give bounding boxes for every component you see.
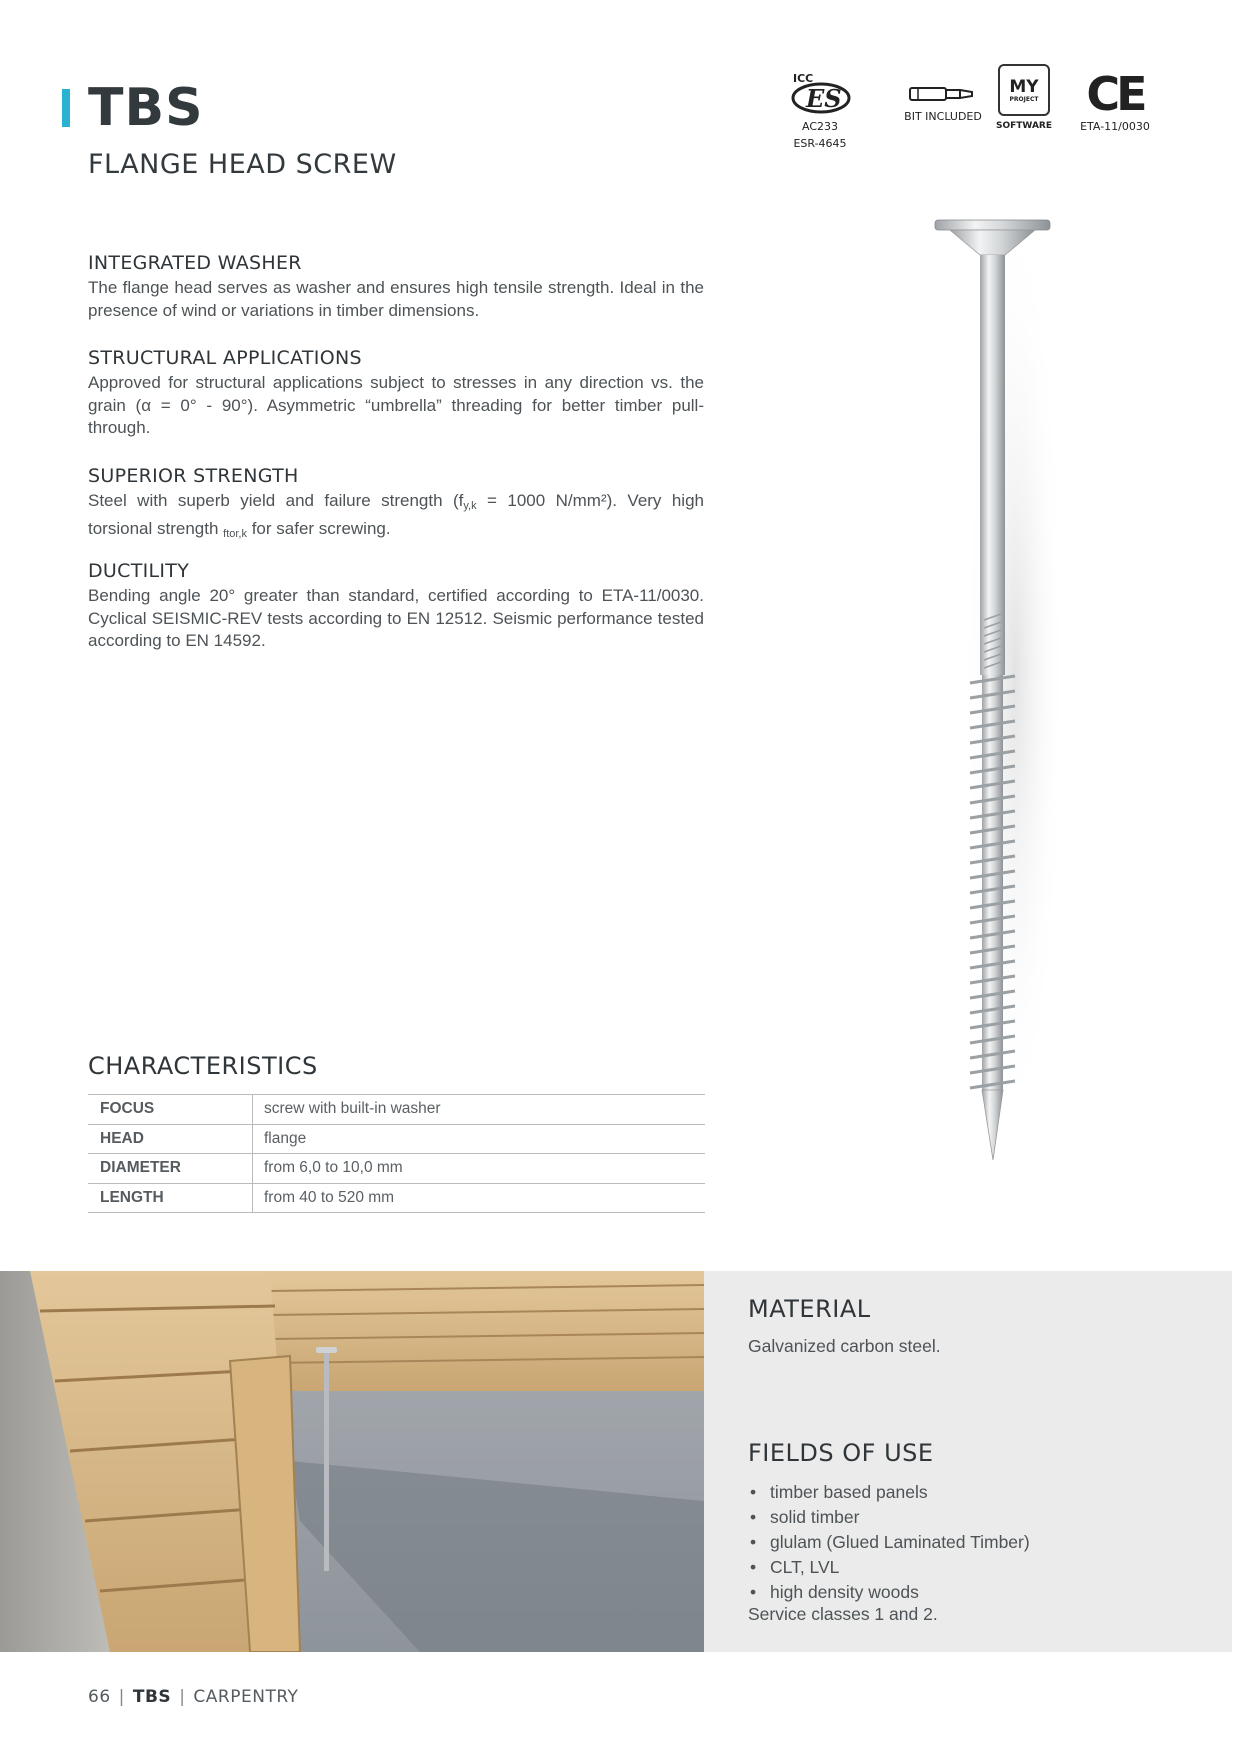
project-mark-text: PROJECT [1009, 95, 1039, 103]
feature-title: INTEGRATED WASHER [88, 252, 302, 274]
list-item: • timber based panels [748, 1480, 1030, 1505]
page-subtitle: FLANGE HEAD SCREW [88, 149, 397, 180]
feature-superior-strength [88, 465, 704, 545]
service-classes-note: Service classes 1 and 2. [748, 1604, 938, 1624]
application-photo [0, 1271, 704, 1652]
page-number: 66 [88, 1687, 111, 1707]
feature-title: SUPERIOR STRENGTH [88, 465, 299, 487]
footer-section: CARPENTRY [193, 1687, 299, 1707]
title-accent-bar [62, 89, 70, 127]
icc-caption-2: ESR-4645 [793, 137, 847, 150]
characteristics-table [88, 1094, 705, 1213]
fields-of-use-list [748, 1480, 1030, 1605]
row-value: screw with built-in washer [253, 1095, 706, 1125]
my-mark-text: MY [1009, 76, 1039, 97]
page-footer [88, 1687, 298, 1707]
ce-mark-icon: CE [1086, 67, 1144, 121]
ce-caption: ETA-11/0030 [1080, 120, 1150, 133]
feature-ductility [88, 560, 704, 653]
list-item: • high density woods [748, 1580, 1030, 1605]
list-item: • glulam (Glued Laminated Timber) [748, 1530, 1030, 1555]
characteristics-title: CHARACTERISTICS [88, 1052, 318, 1080]
icc-mark-text: ICC [793, 72, 814, 85]
table-row [88, 1095, 705, 1125]
software-caption: SOFTWARE [996, 121, 1052, 131]
ce-badge [1070, 67, 1160, 133]
list-item: • CLT, LVL [748, 1555, 1030, 1580]
row-value: from 6,0 to 10,0 mm [253, 1154, 706, 1184]
list-item: • solid timber [748, 1505, 1030, 1530]
icc-es-icon [785, 70, 855, 116]
bit-icon [908, 82, 978, 106]
material-title: MATERIAL [748, 1295, 871, 1323]
feature-text: Approved for structural applications subject to stresses in any direction vs. the grain (α = 0° - 90°). Asymmetric “umbrella” threading for better timber pull-through. [88, 373, 704, 437]
row-value: flange [253, 1124, 706, 1154]
feature-title: STRUCTURAL APPLICATIONS [88, 347, 362, 369]
my-project-badge [992, 64, 1056, 133]
table-row [88, 1124, 705, 1154]
screw-image [900, 200, 1080, 1180]
feature-text: Bending angle 20° greater than standard, certified according to ETA-11/0030. Cyclical SEISMIC-REV tests according to EN 12512. Seismic performance tested according to EN 14592. [88, 586, 704, 650]
fields-of-use-title: FIELDS OF USE [748, 1439, 934, 1467]
material-text: Galvanized carbon steel. [748, 1336, 941, 1356]
row-key: FOCUS [88, 1095, 253, 1125]
row-key: HEAD [88, 1124, 253, 1154]
feature-integrated-washer [88, 252, 704, 322]
icc-caption-1: AC233 [801, 120, 838, 133]
feature-text: Steel with superb yield and failure strength ($f_{y,k} = 1000$ N/mm²). Very high torsional strength $_{ftor,k}$ for safer screwing. [88, 491, 704, 540]
table-row [88, 1154, 705, 1184]
feature-title: DUCTILITY [88, 560, 190, 582]
page-title: TBS [88, 78, 204, 138]
row-key: LENGTH [88, 1183, 253, 1213]
feature-structural-applications [88, 347, 704, 440]
feature-text: The flange head serves as washer and ensures high tensile strength. Ideal in the presence of wind or variations in timber dimensions. [88, 278, 704, 320]
icc-es-badge [780, 70, 860, 150]
footer-separator: | [118, 1687, 125, 1707]
my-project-icon [998, 64, 1050, 116]
table-row [88, 1183, 705, 1213]
row-value: from 40 to 520 mm [253, 1183, 706, 1213]
es-mark-text: ES [806, 84, 842, 113]
bit-included-caption: BIT INCLUDED [904, 110, 982, 123]
bit-included-badge [888, 82, 998, 123]
row-key: DIAMETER [88, 1154, 253, 1184]
footer-separator: | [179, 1687, 186, 1707]
footer-product: TBS [132, 1687, 172, 1707]
